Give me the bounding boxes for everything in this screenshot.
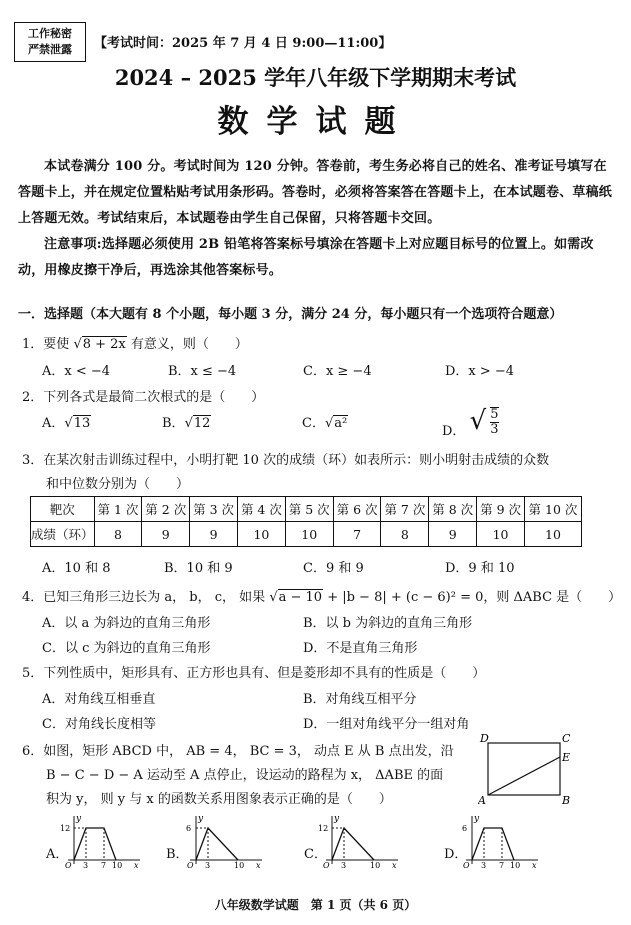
vertex-label-d: D — [480, 733, 489, 745]
q6-graph-b — [182, 812, 266, 868]
q2-option-d-numerator: 5 — [490, 406, 499, 422]
stamp-line-1: 工作秘密 — [28, 27, 72, 40]
q5-option-b: B．对角线互相平分 — [303, 692, 417, 707]
table-cell: 9 — [190, 522, 238, 547]
question-3-line-2: 和中位数分别为（ ） — [46, 477, 190, 492]
table-header-cell: 第 9 次 — [477, 497, 525, 522]
q5-option-d: D．一组对角线平分一组对角 — [303, 717, 470, 732]
function-graph — [332, 828, 374, 860]
question-6-line-2: B − C − D − A 运动至 A 点停止，设运动的路程为 x， ΔABE 的面 — [46, 768, 444, 783]
q6-option-a-label: A． — [46, 847, 69, 862]
table-header-cell: 第 4 次 — [238, 497, 286, 522]
q1-option-d: D．x > −4 — [445, 364, 515, 379]
q6-graph-d — [458, 812, 542, 868]
question-6-line-3: 积为 y， 则 y 与 x 的函数关系用图象表示正确的是（ ） — [46, 792, 392, 807]
table-cell: 8 — [94, 522, 142, 547]
question-3-line-1: 在某次射击训练过程中，小明打靶 10 次的成绩（环）如表所示：则小明射击成绩的众数 — [43, 453, 550, 468]
question-4 — [22, 586, 621, 605]
table-cell: 10 — [477, 522, 525, 547]
question-4-mid: + |b − 8| + (c − 6)² = 0，则 ΔABC 是（ ） — [327, 590, 622, 605]
table-row — [31, 522, 582, 547]
q3-option-a: A．10 和 8 — [42, 561, 111, 576]
confidential-stamp — [14, 22, 86, 62]
table-header-cell: 靶次 — [31, 497, 95, 522]
q2-option-b-label: B． — [162, 416, 185, 431]
origin-label: O — [323, 861, 330, 868]
q2-option-a-radicand: 13 — [73, 416, 91, 431]
q4-option-c: C．以 c 为斜边的直角三角形 — [42, 641, 211, 656]
point-label-e: E — [562, 751, 571, 764]
vertex-label-b: B — [562, 794, 571, 805]
exam-title: 2024 – 2025 学年八年级下学期期末考试 — [114, 65, 517, 90]
question-6-number: 6． — [22, 744, 44, 759]
q2-option-c-label: C． — [302, 416, 325, 431]
q2-option-d-fraction — [490, 407, 498, 437]
radical-sign-icon: √ — [73, 337, 82, 352]
x-tick-label: 3 — [83, 861, 89, 868]
function-graph — [472, 828, 514, 860]
q4-option-a: A．以 a 为斜边的直角三角形 — [42, 616, 211, 631]
table-header-cell: 第 1 次 — [94, 497, 142, 522]
q2-option-b-radicand: 12 — [193, 416, 211, 431]
x-tick-label: 3 — [341, 861, 347, 868]
question-3-number: 3． — [22, 453, 44, 468]
question-3 — [22, 449, 549, 468]
x-tick-label: 7 — [101, 861, 107, 868]
x-tick-label: 7 — [499, 861, 505, 868]
x-tick-label: 10 — [234, 861, 245, 868]
question-2 — [22, 386, 264, 405]
table-cell: 10 — [238, 522, 286, 547]
q5-option-c: C．对角线长度相等 — [42, 717, 156, 732]
radical-sign-icon: √ — [469, 406, 487, 436]
y-axis-label: y — [474, 814, 480, 824]
table-cell: 9 — [429, 522, 477, 547]
q6-graph-c — [318, 812, 402, 868]
table-cell: 8 — [381, 522, 429, 547]
question-5-number: 5． — [22, 666, 44, 681]
question-6 — [22, 740, 454, 759]
table-cell: 10 — [524, 522, 581, 547]
instructions-paragraph-2: 注意事项:选择题必须使用 2B 铅笔将答案标号填涂在答题卡上对应题目标号的位置上。如需改动，用橡皮擦干净后，再选涂其他答案标号。 — [18, 237, 594, 278]
question-1-pre: 要使 — [43, 337, 70, 352]
function-graph — [74, 828, 116, 860]
question-1-radicand: 8 + 2x — [82, 337, 126, 352]
origin-label: O — [187, 861, 194, 868]
q2-option-d-denominator: 3 — [490, 421, 499, 437]
y-tick-label: 12 — [318, 824, 329, 833]
question-2-text: 下列各式是最简二次根式的是（ ） — [43, 390, 265, 405]
function-graph — [196, 828, 238, 860]
q2-option-d-label: D． — [442, 424, 466, 439]
subject-title: 数学试题 — [217, 104, 414, 140]
x-tick-label: 10 — [510, 861, 521, 868]
radical-sign-icon: √ — [324, 416, 334, 431]
q1-option-b: B．x ≤ −4 — [168, 364, 237, 379]
table-cell: 成绩（环） — [31, 522, 95, 547]
page-footer: 八年级数学试题 第 1 页（共 6 页） — [214, 898, 417, 912]
radical-sign-icon: √ — [64, 416, 73, 431]
x-tick-label: 10 — [112, 861, 123, 868]
q2-option-c-radicand: a² — [334, 416, 348, 431]
y-tick-label: 12 — [60, 824, 71, 833]
q2-option-a-label: A． — [42, 416, 65, 431]
q2-option-c — [302, 412, 348, 431]
q4-option-d: D．不是直角三角形 — [303, 641, 418, 656]
q1-option-a: A．x < −4 — [42, 364, 111, 379]
q2-option-d — [442, 402, 499, 437]
table-cell: 10 — [285, 522, 333, 547]
table-cell: 7 — [333, 522, 381, 547]
table-header-cell: 第 2 次 — [142, 497, 190, 522]
instructions-paragraph-1: 本试卷满分 100 分。考试时间为 120 分钟。答卷前，考生务必将自己的姓名、准考证号填写在答题卡上，并在规定位置粘贴考试用条形码。答卷时，必须将答案答在答题卡上，在本试题卷、草稿纸上答题无效。考试结束后，本试题卷由学生自己保留，只将答题卡交回。 — [18, 159, 613, 226]
question-4-radicand: a − 10 — [278, 590, 323, 605]
question-5 — [22, 662, 485, 681]
stamp-line-2: 严禁泄露 — [28, 43, 72, 56]
table-header-cell: 第 10 次 — [524, 497, 581, 522]
instructions — [18, 154, 615, 284]
table-header-cell: 第 6 次 — [333, 497, 381, 522]
q1-option-c: C．x ≥ −4 — [303, 364, 372, 379]
question-5-text: 下列性质中，矩形具有、正方形也具有、但是菱形却不具有的性质是（ ） — [43, 666, 486, 681]
q2-option-b — [162, 412, 211, 431]
question-4-number: 4． — [22, 590, 44, 605]
table-header-cell: 第 7 次 — [381, 497, 429, 522]
table-header-row — [31, 497, 582, 522]
question-1-number: 1． — [22, 337, 44, 352]
q4-option-b: B．以 b 为斜边的直角三角形 — [303, 616, 473, 631]
x-axis-label: x — [256, 861, 261, 868]
q6-option-c-label: C． — [304, 847, 327, 862]
radical-sign-icon: √ — [184, 416, 193, 431]
x-axis-label: x — [392, 861, 397, 868]
segment-ae — [488, 757, 560, 795]
question-1-post: 有意义，则（ ） — [130, 337, 248, 352]
rectangle-figure — [478, 733, 578, 805]
q6-graph-a — [60, 812, 144, 868]
question-1 — [22, 333, 248, 352]
rectangle-abcd — [488, 743, 560, 795]
x-axis-label: x — [134, 861, 139, 868]
q3-option-d: D．9 和 10 — [445, 561, 515, 576]
origin-label: O — [65, 861, 72, 868]
score-table — [30, 496, 582, 547]
x-tick-label: 3 — [205, 861, 211, 868]
x-axis-label: x — [532, 861, 537, 868]
q3-option-b: B．10 和 9 — [164, 561, 233, 576]
y-tick-label: 6 — [462, 824, 468, 833]
y-axis-label: y — [334, 814, 340, 824]
table-header-cell: 第 8 次 — [429, 497, 477, 522]
exam-time: 【考试时间：2025 年 7 月 4 日 9:00—11:00】 — [94, 36, 392, 51]
section-heading: 一．选择题（本大题有 8 个小题，每小题 3 分，满分 24 分，每小题只有一个选项符合题意） — [18, 307, 563, 322]
origin-label: O — [463, 861, 470, 868]
x-tick-label: 3 — [481, 861, 487, 868]
question-4-pre: 已知三角形三边长为 a， b， c， 如果 — [43, 590, 266, 605]
table-header-cell: 第 5 次 — [285, 497, 333, 522]
y-axis-label: y — [198, 814, 204, 824]
y-axis-label: y — [76, 814, 82, 824]
question-6-line-1: 如图，矩形 ABCD 中， AB = 4， BC = 3， 动点 E 从 B 点出发，沿 — [43, 744, 454, 759]
vertex-label-c: C — [562, 733, 571, 745]
x-tick-label: 10 — [370, 861, 381, 868]
q2-option-a — [42, 412, 91, 431]
radical-sign-icon: √ — [269, 590, 278, 605]
table-cell: 9 — [142, 522, 190, 547]
q5-option-a: A．对角线互相垂直 — [42, 692, 156, 707]
q6-option-d-label: D． — [444, 847, 468, 862]
table-header-cell: 第 3 次 — [190, 497, 238, 522]
question-2-number: 2． — [22, 390, 44, 405]
q3-option-c: C．9 和 9 — [303, 561, 364, 576]
q6-option-b-label: B． — [166, 847, 189, 862]
y-tick-label: 6 — [186, 824, 192, 833]
vertex-label-a: A — [478, 794, 486, 805]
